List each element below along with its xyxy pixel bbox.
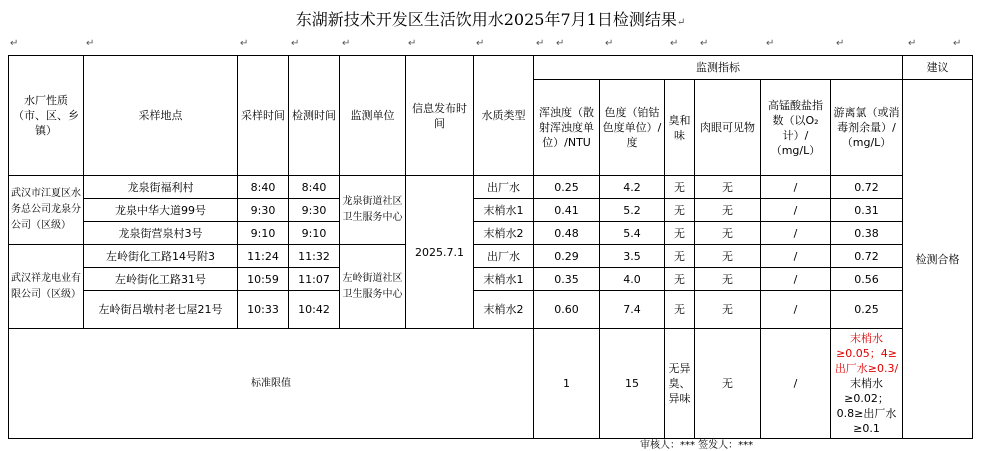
header-turbidity: 浑浊度（散射浑浊度单位）/NTU [534, 80, 600, 176]
water-type-cell: 出厂水 [474, 245, 534, 268]
document-title [0, 7, 981, 30]
paragraph-mark: ↵ [605, 38, 614, 49]
plant-cell: 武汉市江夏区水务总公司龙泉分公司（区级） [9, 176, 84, 245]
chlorine-cell: 0.38 [831, 222, 903, 245]
location-cell: 龙泉街营泉村3号 [84, 222, 238, 245]
permanganate-cell: / [761, 222, 831, 245]
table-row [9, 268, 973, 291]
water-type-cell: 末梢水1 [474, 199, 534, 222]
paragraph-mark: ↵ [556, 38, 565, 49]
color-cell: 5.4 [600, 222, 665, 245]
visible-cell: 无 [695, 245, 761, 268]
paragraph-mark: ↵ [408, 38, 417, 49]
limit-visible: 无 [695, 329, 761, 439]
paragraph-mark: ↵ [953, 38, 962, 49]
visible-cell: 无 [695, 222, 761, 245]
limit-chlorine-text: 末梢水≥0.02；0.8≥出厂水≥0.1 [836, 377, 897, 435]
visible-cell: 无 [695, 291, 761, 329]
visible-cell: 无 [695, 268, 761, 291]
location-cell: 龙泉中华大道99号 [84, 199, 238, 222]
unit-cell: 左岭街道社区卫生服务中心 [340, 245, 406, 329]
limits-row [9, 329, 973, 439]
water-type-cell: 末梢水2 [474, 291, 534, 329]
turbidity-cell: 0.29 [534, 245, 600, 268]
header-sample-time: 采样时间 [238, 56, 289, 176]
header-chlorine: 游离氯（或消毒剂余量）/（mg/L） [831, 80, 903, 176]
table-row [9, 291, 973, 329]
test-time-cell: 9:30 [289, 199, 340, 222]
color-cell: 5.2 [600, 199, 665, 222]
odor-cell: 无 [665, 222, 695, 245]
odor-cell: 无 [665, 245, 695, 268]
odor-cell: 无 [665, 268, 695, 291]
permanganate-cell: / [761, 176, 831, 199]
sample-time-cell: 8:40 [238, 176, 289, 199]
paragraph-mark: ↵ [240, 38, 249, 49]
odor-cell: 无 [665, 176, 695, 199]
paragraph-mark: ↵ [342, 38, 351, 49]
chlorine-cell: 0.72 [831, 245, 903, 268]
turbidity-cell: 0.48 [534, 222, 600, 245]
test-time-cell: 8:40 [289, 176, 340, 199]
limit-turbidity: 1 [534, 329, 600, 439]
header-unit: 监测单位 [340, 56, 406, 176]
color-cell: 4.0 [600, 268, 665, 291]
header-permanganate: 高锰酸盐指数（以O₂计）/（mg/L） [761, 80, 831, 176]
location-cell: 左岭街吕墩村老七屋21号 [84, 291, 238, 329]
header-visible: 肉眼可见物 [695, 80, 761, 176]
color-cell: 7.4 [600, 291, 665, 329]
odor-cell: 无 [665, 291, 695, 329]
results-table [8, 55, 973, 439]
sample-time-cell: 9:30 [238, 199, 289, 222]
footer-signatures: 审核人：*** 签发人：*** [640, 440, 754, 451]
visible-cell: 无 [695, 176, 761, 199]
test-time-cell: 11:32 [289, 245, 340, 268]
title-text: 东湖新技术开发区生活饮用水2025年7月1日检测结果 [295, 10, 677, 29]
permanganate-cell: / [761, 199, 831, 222]
header-test-time: 检测时间 [289, 56, 340, 176]
header-publish-time: 信息发布时间 [406, 56, 474, 176]
paragraph-mark: ↵ [10, 38, 19, 49]
turbidity-cell: 0.35 [534, 268, 600, 291]
test-time-cell: 10:42 [289, 291, 340, 329]
turbidity-cell: 0.25 [534, 176, 600, 199]
limit-chlorine [831, 329, 903, 439]
paragraph-mark: ↵ [908, 38, 917, 49]
header-location: 采样地点 [84, 56, 238, 176]
permanganate-cell: / [761, 268, 831, 291]
odor-cell: 无 [665, 199, 695, 222]
header-plant-type: 水厂性质（市、区、乡镇） [9, 56, 84, 176]
water-type-cell: 末梢水2 [474, 222, 534, 245]
location-cell: 龙泉街福利村 [84, 176, 238, 199]
header-water-type: 水质类型 [474, 56, 534, 176]
color-cell: 3.5 [600, 245, 665, 268]
advice-cell: 检测合格 [903, 80, 973, 439]
header-color: 色度（铂钴色度单位）/度 [600, 80, 665, 176]
paragraph-mark: ↵ [700, 38, 709, 49]
location-cell: 左岭街化工路31号 [84, 268, 238, 291]
color-cell: 4.2 [600, 176, 665, 199]
location-cell: 左岭街化工路14号附3 [84, 245, 238, 268]
test-time-cell: 11:07 [289, 268, 340, 291]
header-indicators: 监测指标 [534, 56, 903, 80]
publish-date-cell: 2025.7.1 [406, 176, 474, 329]
chlorine-cell: 0.72 [831, 176, 903, 199]
limit-color: 15 [600, 329, 665, 439]
paragraph-mark: ↵ [86, 38, 95, 49]
limits-label: 标准限值 [9, 329, 534, 439]
column-stub-row [8, 38, 972, 54]
turbidity-cell: 0.60 [534, 291, 600, 329]
plant-cell: 武汉祥龙电业有限公司（区级） [9, 245, 84, 329]
chlorine-cell: 0.25 [831, 291, 903, 329]
sample-time-cell: 9:10 [238, 222, 289, 245]
chlorine-cell: 0.31 [831, 199, 903, 222]
visible-cell: 无 [695, 199, 761, 222]
chlorine-cell: 0.56 [831, 268, 903, 291]
paragraph-mark: ↵ [836, 38, 845, 49]
turbidity-cell: 0.41 [534, 199, 600, 222]
limit-chlorine-red-text: 末梢水≥0.05；4≥出厂水≥0.3/ [834, 332, 899, 375]
permanganate-cell: / [761, 291, 831, 329]
paragraph-mark: ↵ [536, 38, 545, 49]
paragraph-mark: ↵ [676, 17, 686, 28]
paragraph-mark: ↵ [291, 38, 300, 49]
permanganate-cell: / [761, 245, 831, 268]
water-type-cell: 出厂水 [474, 176, 534, 199]
sample-time-cell: 11:24 [238, 245, 289, 268]
paragraph-mark: ↵ [476, 38, 485, 49]
limit-odor: 无异臭、异味 [665, 329, 695, 439]
paragraph-mark: ↵ [766, 38, 775, 49]
paragraph-mark: ↵ [670, 38, 679, 49]
sample-time-cell: 10:59 [238, 268, 289, 291]
table-row [9, 222, 973, 245]
limit-permanganate: / [761, 329, 831, 439]
water-type-cell: 末梢水1 [474, 268, 534, 291]
sample-time-cell: 10:33 [238, 291, 289, 329]
header-odor: 臭和味 [665, 80, 695, 176]
table-row [9, 199, 973, 222]
header-advice: 建议 [903, 56, 973, 80]
test-time-cell: 9:10 [289, 222, 340, 245]
table-row [9, 176, 973, 199]
table-row [9, 245, 973, 268]
unit-cell: 龙泉街道社区卫生服务中心 [340, 176, 406, 245]
